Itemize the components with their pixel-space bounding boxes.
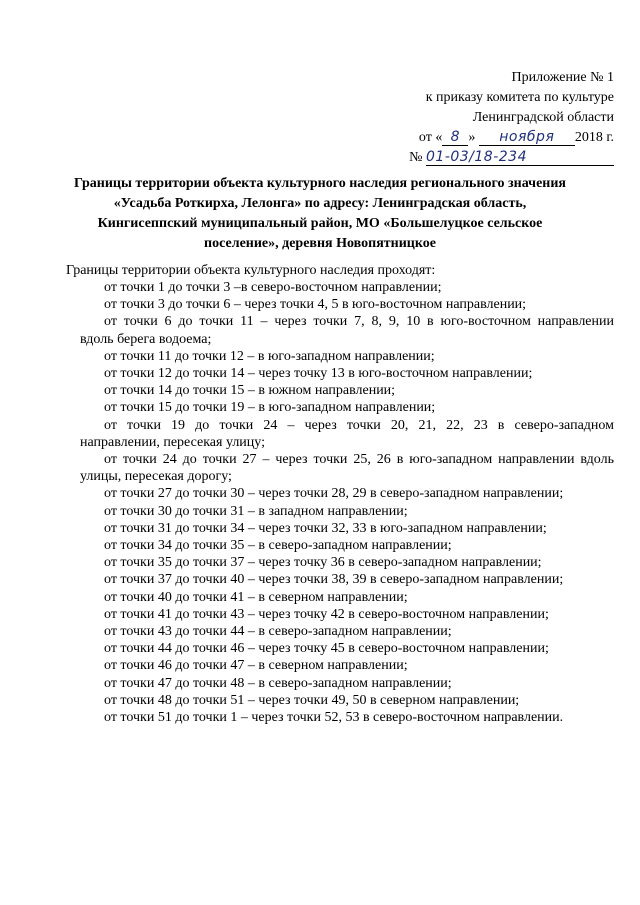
boundary-item: от точки 30 до точки 31 – в западном направлении; (104, 503, 408, 519)
appendix-label: Приложение № 1 (511, 70, 614, 85)
boundary-item: от точки 47 до точки 48 – в северо-западном направлении; (104, 675, 452, 691)
title-line: поселение», деревня Новопятницкое (204, 236, 436, 251)
document-title (0, 174, 640, 254)
boundary-item: от точки 12 до точки 14 – через точку 13 в юго-восточном направлении; (104, 366, 533, 382)
title-line: Кингисеппский муниципальный район, МО «Большелуцкое сельское (97, 216, 543, 231)
boundary-item: от точки 11 до точки 12 – в юго-западном направлении; (104, 348, 435, 364)
title-line: Границы территории объекта культурного наследия регионального значения (73, 176, 566, 191)
boundary-item-text: от точки 6 до точки 11 – через точки 7, 8, 9, 10 в юго-восточном направлении (104, 314, 614, 330)
boundary-item (80, 451, 614, 485)
date-quote: » (468, 130, 476, 145)
order-reference: к приказу комитета по культуре (425, 90, 614, 105)
boundary-item-continuation: вдоль берега водоема; (80, 331, 212, 347)
boundary-item: от точки 46 до точки 47 – в северном направлении; (104, 658, 408, 674)
date-year: 2018 г. (574, 130, 614, 145)
boundary-item: от точки 35 до точки 37 – через точку 36 в северо-западном направлении; (104, 555, 542, 571)
title-line: «Усадьба Роткирха, Лелонга» по адресу: Ленинградская область, (113, 196, 527, 211)
date-day: 8 (442, 129, 468, 146)
boundary-item: от точки 44 до точки 46 – через точку 45 в северо-восточном направлении; (104, 641, 549, 657)
boundary-item: от точки 27 до точки 30 – через точки 28, 29 в северо-западном направлении; (104, 486, 564, 502)
boundary-item-continuation: направлении, пересекая улицу; (80, 434, 266, 450)
boundary-item: от точки 31 до точки 34 – через точки 32, 33 в юго-западном направлении; (104, 520, 547, 536)
region-name: Ленинградской области (472, 110, 614, 125)
boundary-item: от точки 3 до точки 6 – через точки 4, 5 в юго-восточном направлении; (104, 297, 527, 313)
approval-block (409, 68, 614, 168)
boundary-item: от точки 51 до точки 1 – через точки 52, 53 в северо-восточном направлении. (104, 710, 564, 726)
boundary-list (80, 279, 614, 726)
boundary-item-text: от точки 24 до точки 27 – через точки 25, 26 в юго-западном направлении вдоль (104, 452, 614, 468)
boundary-item: от точки 15 до точки 19 – в юго-западном направлении; (104, 400, 436, 416)
boundary-item: от точки 40 до точки 41 – в северном направлении; (104, 589, 408, 605)
date-prefix: от « (418, 130, 443, 145)
boundary-item: от точки 37 до точки 40 – через точки 38, 39 в северо-западном направлении; (104, 572, 564, 588)
boundary-item: от точки 48 до точки 51 – через точки 49, 50 в северном направлении; (104, 692, 520, 708)
order-date (409, 128, 614, 148)
boundary-item-continuation: улицы, пересекая дорогу; (80, 469, 232, 485)
boundary-item: от точки 41 до точки 43 – через точку 42 в северо-восточном направлении; (104, 606, 549, 622)
boundary-item-text: от точки 19 до точки 24 – через точки 20, 21, 22, 23 в северо-западном (104, 417, 614, 433)
boundary-item (80, 417, 614, 451)
boundary-item: от точки 14 до точки 15 – в южном направлении; (104, 383, 396, 399)
order-number (409, 148, 614, 168)
boundary-item: от точки 43 до точки 44 – в северо-западном направлении; (104, 624, 452, 640)
number-prefix: № (409, 150, 423, 165)
date-month: ноября (479, 129, 575, 146)
number-value: 01-03/18-234 (426, 149, 614, 166)
boundary-item: от точки 34 до точки 35 – в северо-западном направлении; (104, 538, 452, 554)
boundary-item (80, 313, 614, 347)
boundary-item: от точки 1 до точки 3 –в северо-восточном направлении; (104, 280, 442, 295)
intro-text: Границы территории объекта культурного наследия проходят: (66, 263, 436, 278)
